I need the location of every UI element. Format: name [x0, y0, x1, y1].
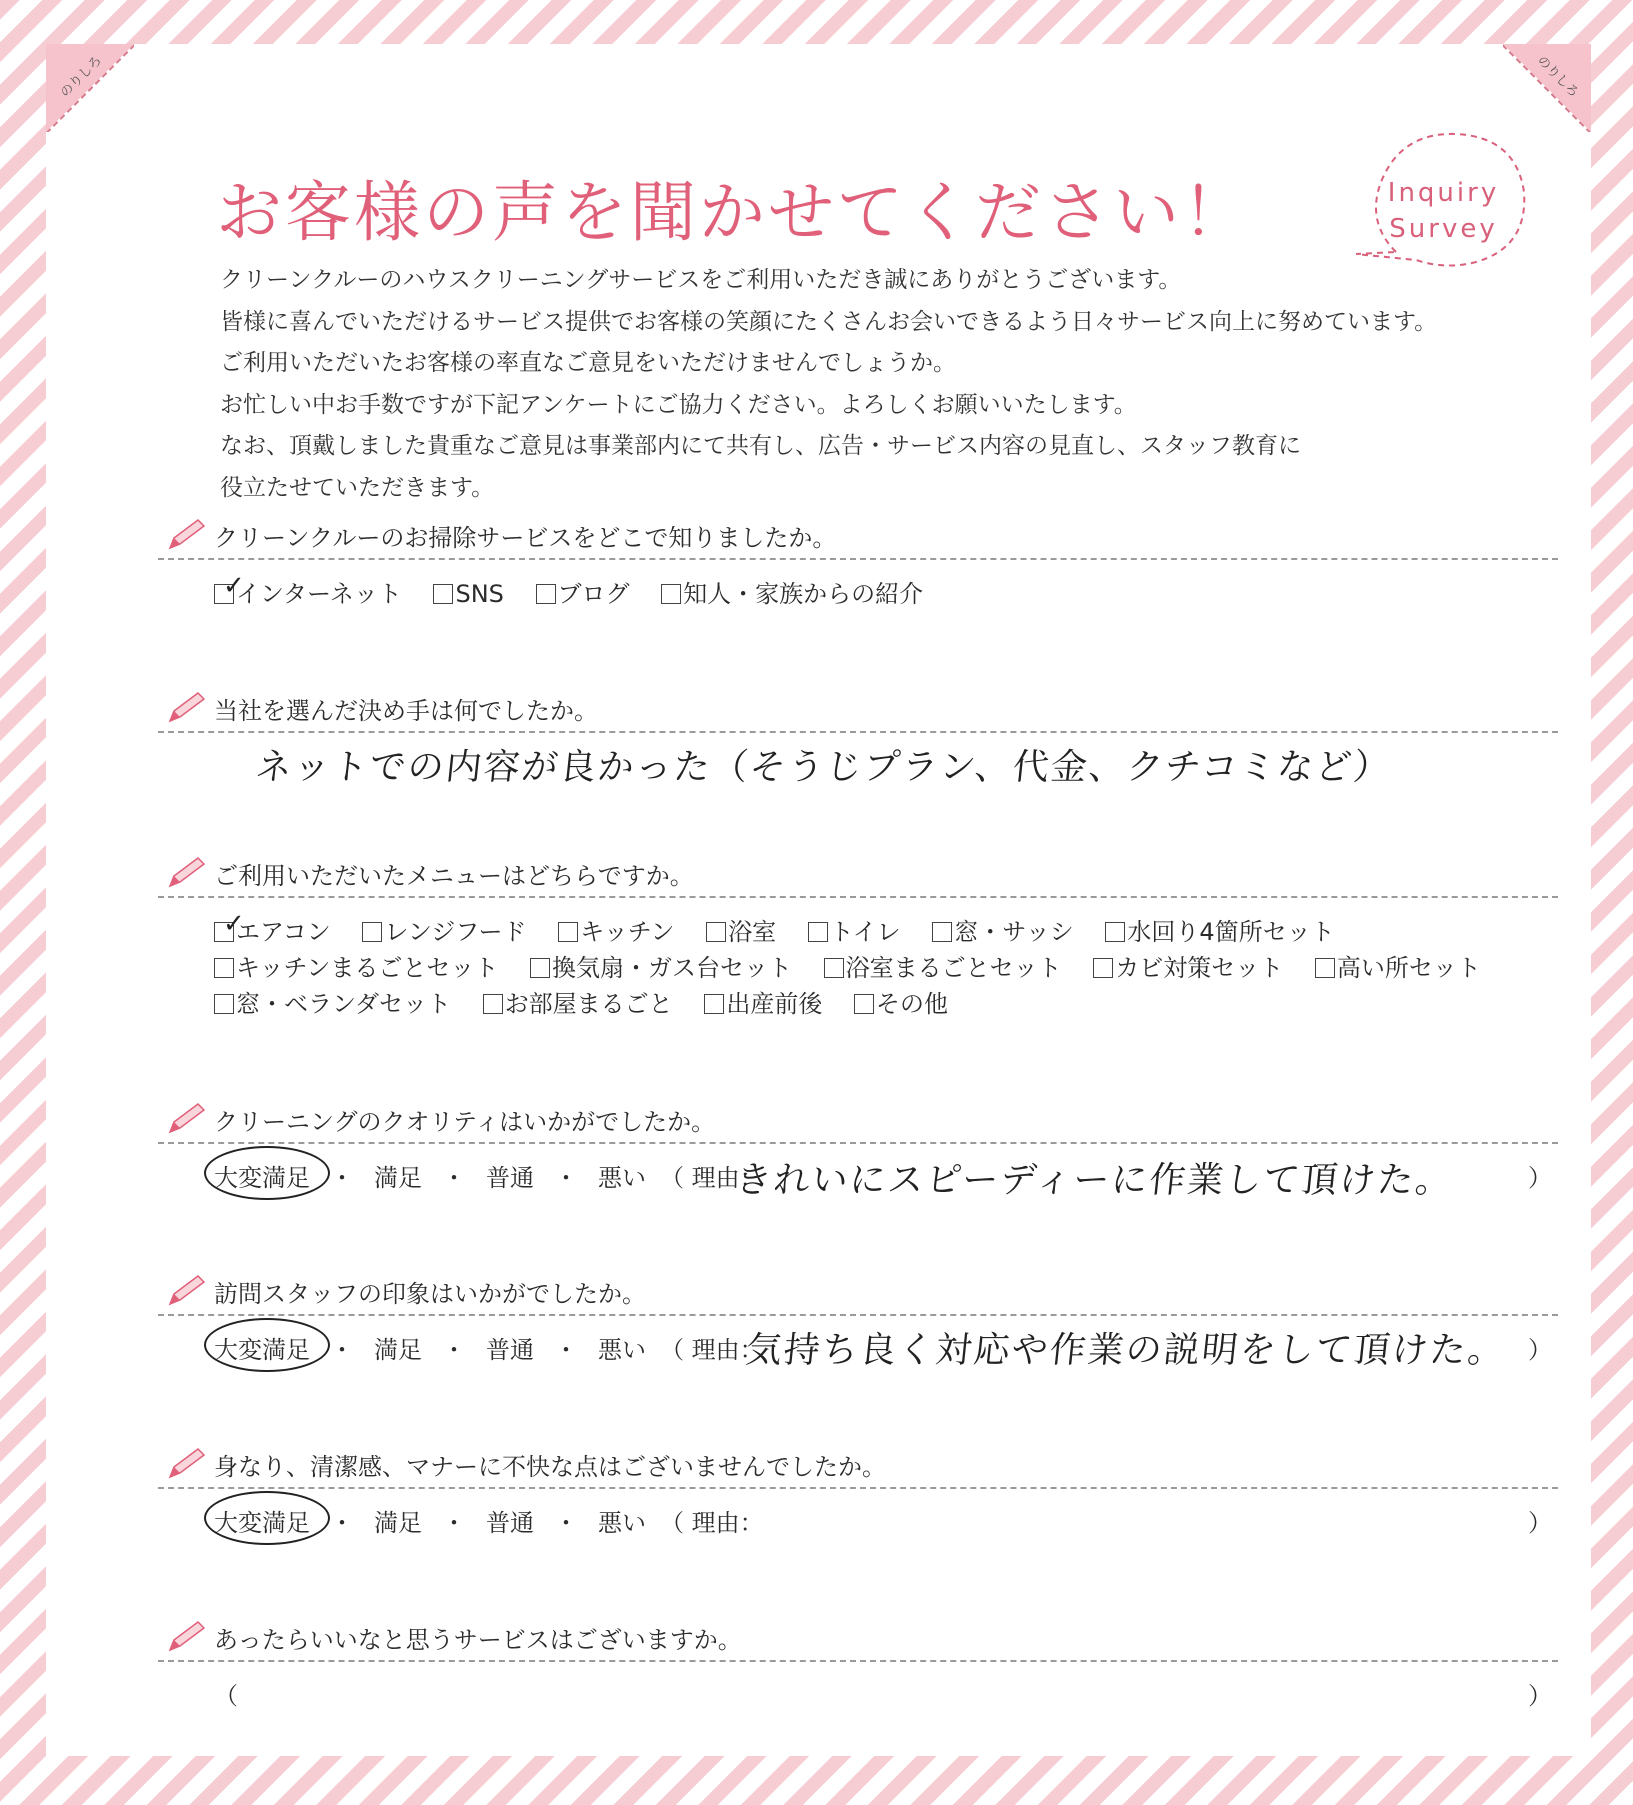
glue-tab-label: のりしろ	[1533, 53, 1582, 101]
pencil-icon	[166, 518, 206, 550]
handwritten-answer[interactable]: ネットでの内容が良かった（そうじプラン、代金、クチコミなど）	[253, 747, 1394, 788]
check-mark-icon: ✓	[223, 571, 245, 601]
option-window-sash[interactable]: 窓・サッシ	[932, 912, 1074, 947]
question-text: クリーニングのクオリティはいかがでしたか。	[214, 1108, 716, 1136]
rating-row: 大変満足 ・ 満足 ・ 普通 ・ 悪い （ 理由：	[214, 1503, 764, 1538]
checkbox[interactable]	[704, 994, 724, 1014]
handwritten-reason[interactable]: きれいにスピーディーに作業して頂けた。	[733, 1160, 1456, 1201]
rating-normal[interactable]: 普通	[486, 1164, 534, 1192]
checkbox[interactable]	[483, 994, 503, 1014]
selection-circle	[204, 1146, 330, 1200]
checkbox[interactable]	[530, 958, 550, 978]
checkbox[interactable]	[214, 958, 234, 978]
menu-options-row-1	[214, 909, 1359, 947]
close-paren: ）	[1528, 1682, 1552, 1710]
pencil-icon	[166, 691, 206, 723]
option-bathroom-set[interactable]: 浴室まるごとセット	[824, 948, 1062, 983]
rating-row: 大変満足 ・ 満足 ・ 普通 ・ 悪い （ 理由：	[214, 1158, 764, 1193]
intro-line: お忙しい中お手数ですが下記アンケートにご協力ください。よろしくお願いいたします。	[220, 391, 1137, 418]
pencil-icon	[166, 1102, 206, 1134]
option-other[interactable]: その他	[854, 984, 948, 1019]
rating-very-satisfied[interactable]: 大変満足	[214, 1158, 310, 1193]
question-6	[166, 1445, 1556, 1537]
checkbox[interactable]	[1105, 922, 1125, 942]
option-blog[interactable]: ブログ	[536, 574, 630, 609]
rating-normal[interactable]: 普通	[486, 1336, 534, 1364]
rating-satisfied[interactable]: 満足	[374, 1336, 422, 1364]
option-referral[interactable]: 知人・家族からの紹介	[661, 574, 923, 609]
checkbox[interactable]	[854, 994, 874, 1014]
checkbox[interactable]	[1093, 958, 1113, 978]
question-text: クリーンクルーのお掃除サービスをどこで知りましたか。	[214, 524, 837, 552]
question-text: 当社を選んだ決め手は何でしたか。	[214, 697, 598, 725]
question-text: 訪問スタッフの印象はいかがでしたか。	[214, 1280, 646, 1308]
option-kitchen[interactable]: キッチン	[558, 912, 674, 947]
option-range-hood[interactable]: レンジフード	[362, 912, 526, 947]
question-text: ご利用いただいたメニューはどちらですか。	[214, 862, 694, 890]
option-high-place-set[interactable]: 高い所セット	[1315, 948, 1481, 983]
close-paren: ）	[1528, 1164, 1552, 1192]
rating-row: 大変満足 ・ 満足 ・ 普通 ・ 悪い （ 理由：	[214, 1330, 764, 1365]
close-paren: ）	[1528, 1336, 1552, 1364]
bubble-line-2: Survey	[1389, 214, 1498, 244]
source-options	[214, 571, 947, 609]
page-title: お客様の声を聞かせてください！	[216, 174, 1251, 251]
rating-satisfied[interactable]: 満足	[374, 1509, 422, 1537]
rating-bad[interactable]: 悪い	[598, 1164, 646, 1192]
option-bathroom[interactable]: 浴室	[706, 912, 776, 947]
selection-circle	[204, 1318, 330, 1372]
rating-very-satisfied[interactable]: 大変満足	[214, 1503, 310, 1538]
option-internet[interactable]: ✓ インターネット	[214, 574, 402, 609]
menu-options-row-3	[214, 984, 972, 1019]
question-3	[166, 854, 1556, 1018]
reason-label: （ 理由：	[660, 1509, 764, 1537]
survey-sheet	[46, 44, 1591, 1756]
pencil-icon	[166, 1620, 206, 1652]
reason-label: （ 理由：	[660, 1336, 764, 1364]
glue-tab-label: のりしろ	[57, 53, 106, 101]
glue-tab-right	[1503, 44, 1591, 132]
question-2	[166, 689, 1556, 788]
checkbox[interactable]	[706, 922, 726, 942]
question-1	[166, 516, 1556, 608]
checkbox[interactable]	[214, 909, 245, 942]
pencil-icon	[166, 1274, 206, 1306]
open-paren: （	[214, 1682, 238, 1710]
option-fan-gas-set[interactable]: 換気扇・ガス台セット	[530, 948, 792, 983]
check-mark-icon: ✓	[223, 909, 245, 939]
question-text: 身なり、清潔感、マナーに不快な点はございませんでしたか。	[214, 1453, 886, 1481]
rating-bad[interactable]: 悪い	[598, 1336, 646, 1364]
intro-line: 役立たせていただきます。	[220, 474, 495, 501]
checkbox[interactable]	[214, 571, 245, 604]
question-5	[166, 1272, 1556, 1371]
checkbox[interactable]	[536, 584, 556, 604]
checkbox[interactable]	[1315, 958, 1335, 978]
rating-satisfied[interactable]: 満足	[374, 1164, 422, 1192]
option-sns[interactable]: SNS	[433, 580, 503, 608]
option-window-veranda-set[interactable]: 窓・ベランダセット	[214, 984, 451, 1019]
checkbox[interactable]	[214, 994, 234, 1014]
question-7	[166, 1618, 1556, 1710]
question-text: あったらいいなと思うサービスはございますか。	[214, 1626, 742, 1654]
checkbox[interactable]	[362, 922, 382, 942]
checkbox[interactable]	[433, 584, 453, 604]
intro-line: 皆様に喜んでいただけるサービス提供でお客様の笑顔にたくさんお会いできるよう日々サービス向上に努めています。	[220, 308, 1438, 335]
intro-line: ご利用いただいたお客様の率直なご意見をいただけませんでしょうか。	[220, 350, 956, 376]
bubble-line-1: Inquiry	[1387, 178, 1500, 208]
checkbox[interactable]	[932, 922, 952, 942]
pencil-icon	[166, 856, 206, 888]
pencil-icon	[166, 1447, 206, 1479]
option-whole-room[interactable]: お部屋まるごと	[483, 984, 673, 1019]
checkbox[interactable]	[824, 958, 844, 978]
checkbox[interactable]	[808, 922, 828, 942]
menu-options-row-2	[214, 948, 1505, 983]
intro-line: クリーンクルーのハウスクリーニングサービスをご利用いただき誠にありがとうございます。	[220, 267, 1182, 293]
handwritten-reason[interactable]: 気持ち良く対応や作業の説明をして頂けた。	[743, 1330, 1508, 1371]
close-paren: ）	[1528, 1509, 1552, 1537]
checkbox[interactable]	[558, 922, 578, 942]
option-water-set[interactable]: 水回り4箇所セット	[1105, 912, 1334, 947]
intro-text	[220, 260, 1437, 509]
question-4	[166, 1100, 1556, 1201]
rating-normal[interactable]: 普通	[486, 1509, 534, 1537]
rating-very-satisfied[interactable]: 大変満足	[214, 1330, 310, 1365]
selection-circle	[204, 1491, 330, 1545]
option-mold-set[interactable]: カビ対策セット	[1093, 948, 1283, 983]
rating-bad[interactable]: 悪い	[598, 1509, 646, 1537]
option-toilet[interactable]: トイレ	[808, 912, 901, 947]
glue-tab-left	[46, 44, 134, 132]
reason-label: （ 理由：	[660, 1164, 764, 1192]
option-kitchen-set[interactable]: キッチンまるごとセット	[214, 948, 498, 983]
option-childbirth[interactable]: 出産前後	[704, 984, 822, 1019]
checkbox[interactable]	[661, 584, 681, 604]
option-aircon[interactable]: ✓ エアコン	[214, 912, 331, 947]
intro-line: なお、頂戴しました貴重なご意見は事業部内にて共有し、広告・サービス内容の見直し、スタッフ教育に	[220, 433, 1301, 459]
